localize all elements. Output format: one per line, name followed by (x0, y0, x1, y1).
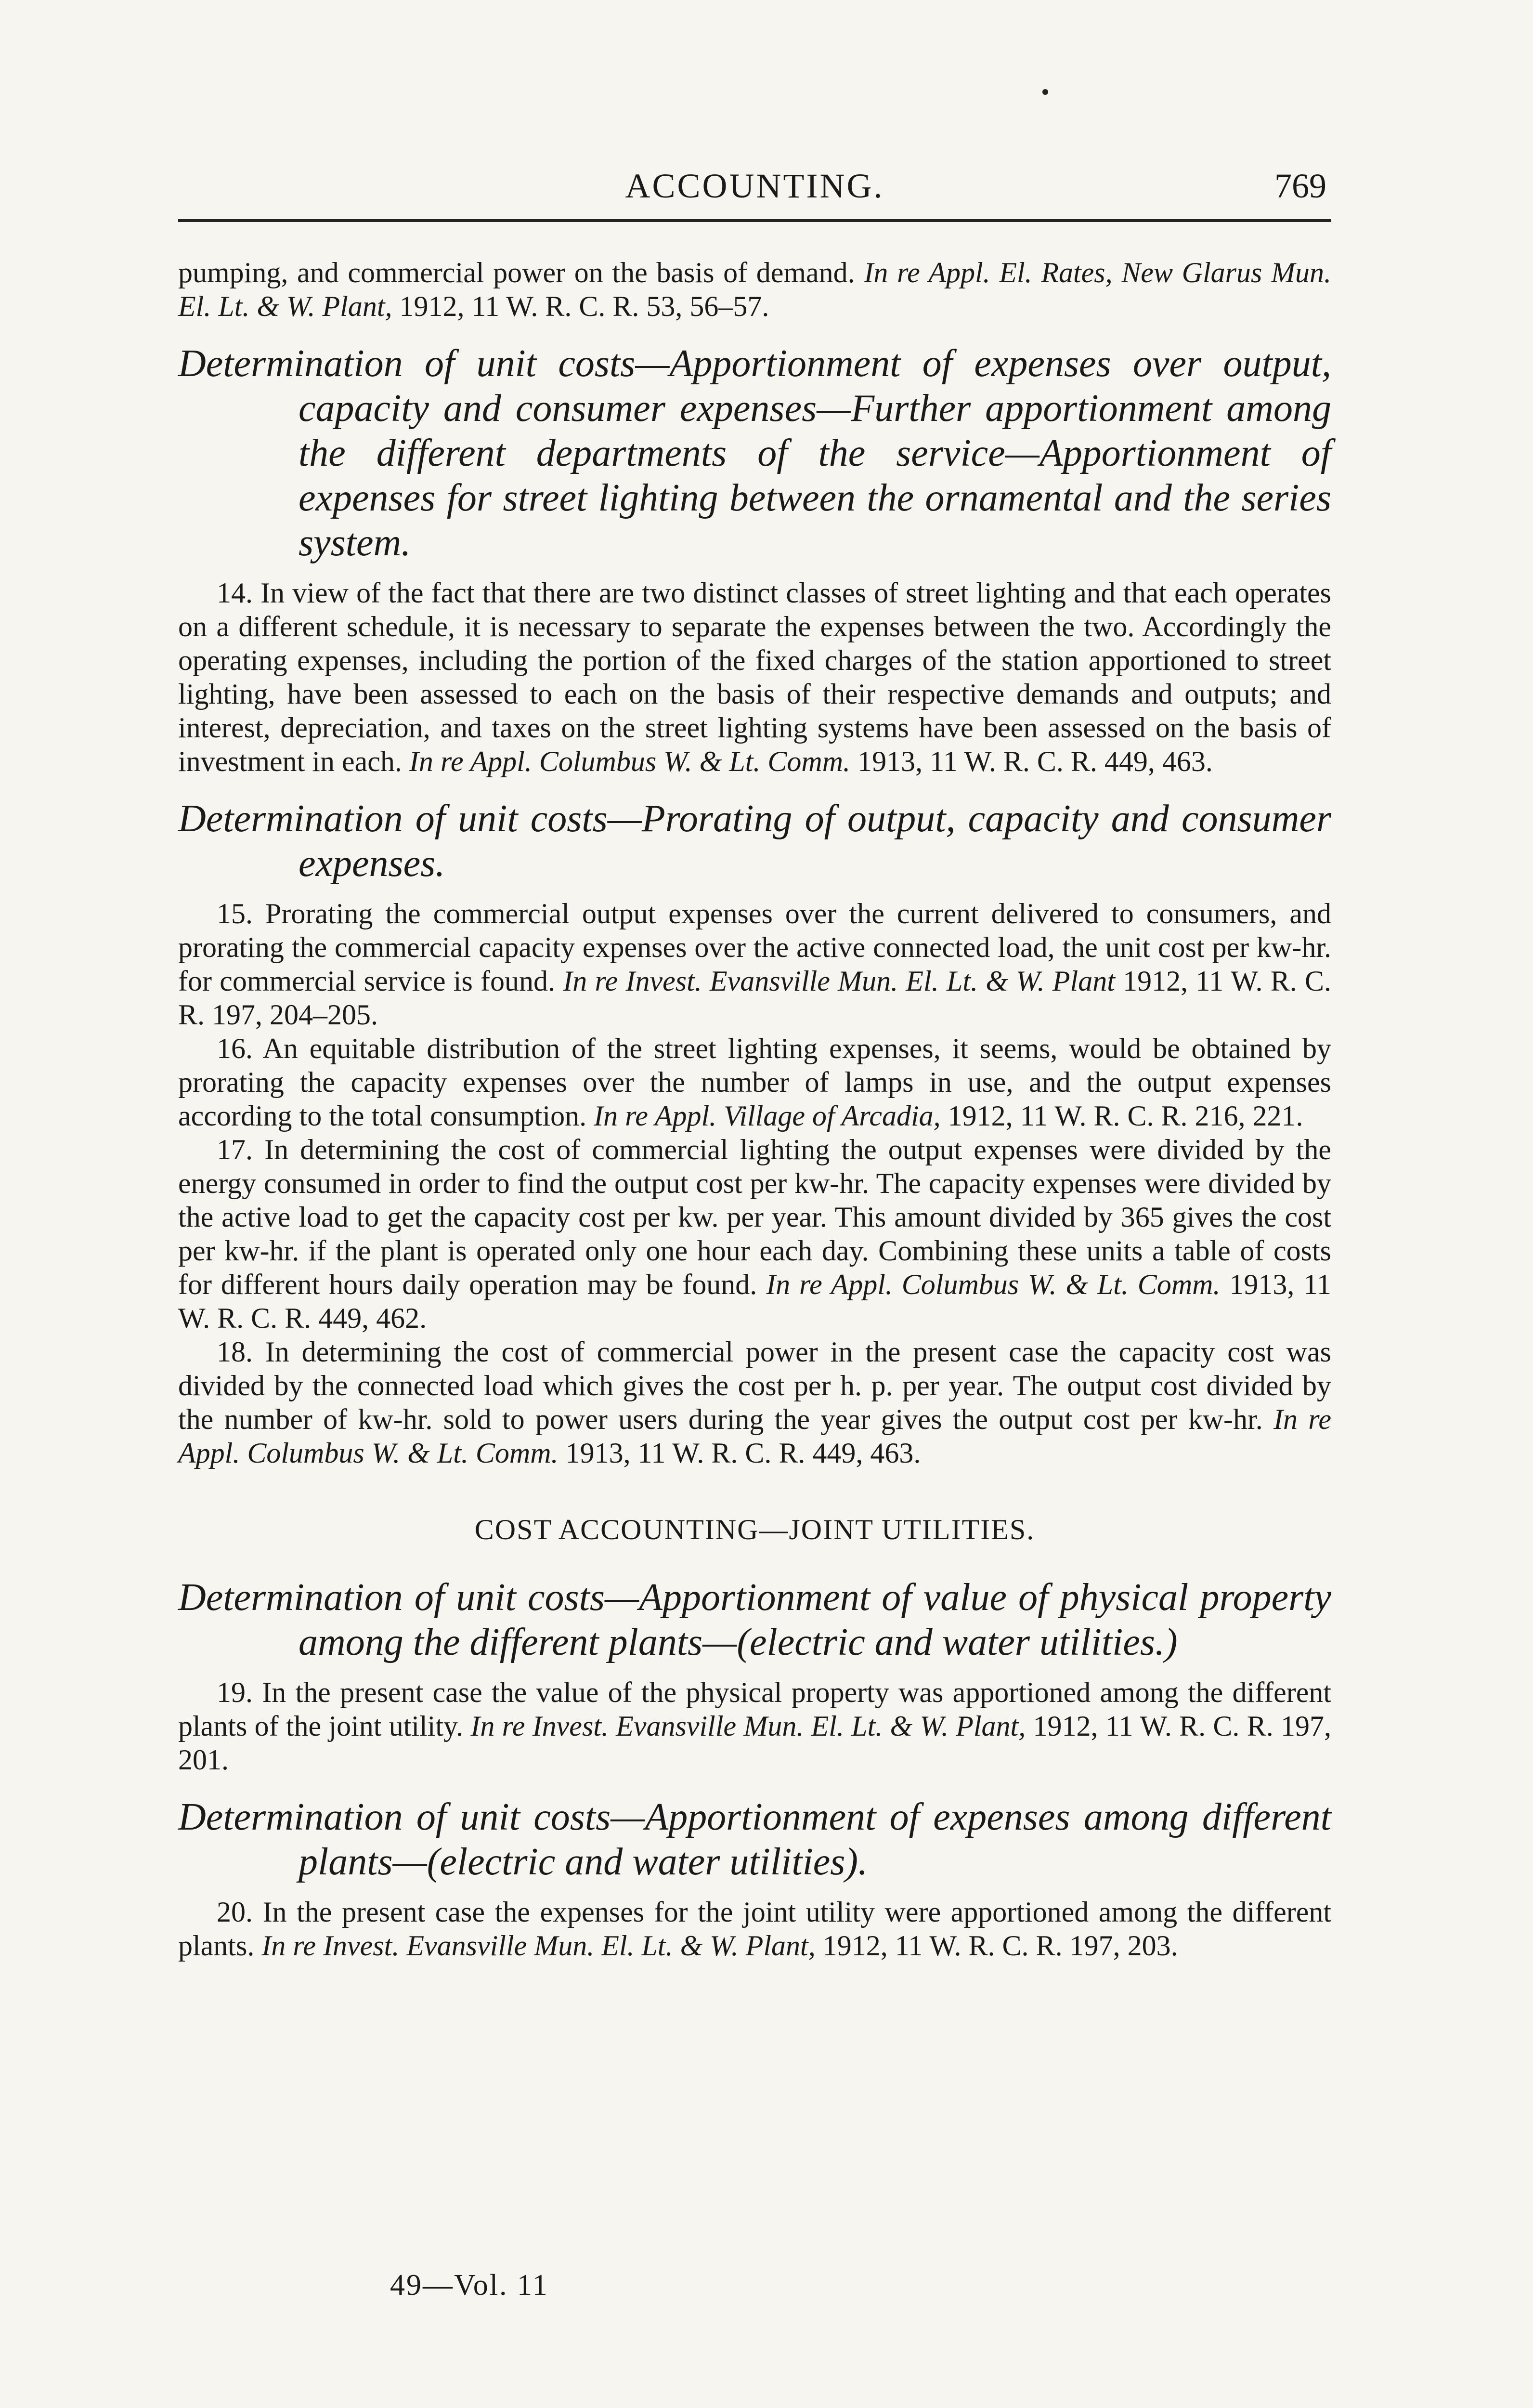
running-title: ACCOUNTING. (625, 167, 884, 205)
paragraph-20: 20. In the present case the expenses for the joint utility were apportioned among the different plants. In re Invest. Evansville Mun. El. Lt. & W. Plant, 1912, 11 W. R. C. R. 197, 203. (178, 1896, 1331, 1962)
paragraph-19: 19. In the present case the value of the physical property was apportioned among the different plants of the joint utility. In re Invest. Evansville Mun. El. Lt. & W. Plant, 1912, 11 W. R. C. R. 197, 201. (178, 1676, 1331, 1776)
headnote-3: Determination of unit costs—Apportionment of value of physical property among the different plants—(electric and water utilities.) (178, 1576, 1331, 1663)
ink-speck (1042, 89, 1048, 95)
paragraph-15: 15. Prorating the commercial output expenses over the current delivered to consumers, and prorating the commercial capacity expenses over the active connected load, the unit cost per kw-hr. for commercial service is found. In re Invest. Evansville Mun. El. Lt. & W. Plant 1912, 11 W. R. C. R. 197, 204–205. (178, 898, 1331, 1031)
headnote-4: Determination of unit costs—Apportionment of expenses among different plants—(electric and water utilities). (178, 1796, 1331, 1883)
paragraph-continued: pumping, and commercial power on the basis of demand. In re Appl. El. Rates, New Glarus Mun. El. Lt. & W. Plant, 1912, 11 W. R. C. R. 53, 56–57. (178, 257, 1331, 322)
paragraph-16: 16. An equitable distribution of the street lighting expenses, it seems, would be obtained by prorating the capacity expenses over the number of lamps in use, and the output expenses according to the total consumption. In re Appl. Village of Arcadia, 1912, 11 W. R. C. R. 216, 221. (178, 1033, 1331, 1132)
signature-mark: 49—Vol. 11 (390, 2269, 549, 2302)
paragraph-17: 17. In determining the cost of commercial lighting the output expenses were divided by the energy consumed in order to find the output cost per kw-hr. The capacity expenses were divided by the active load to get the capacity cost per kw. per year. This amount divided by 365 gives the cost per kw-hr. if the plant is operated only one hour each day. Combining these units a table of costs for different hours daily operation may be found. In re Appl. Columbus W. & Lt. Comm. 1913, 11 W. R. C. R. 449, 462. (178, 1134, 1331, 1334)
paragraph-18: 18. In determining the cost of commercial power in the present case the capacity cost was divided by the connected load which gives the cost per h. p. per year. The output cost divided by the number of kw-hr. sold to power users during the year gives the output cost per kw-hr. In re Appl. Columbus W. & Lt. Comm. 1913, 11 W. R. C. R. 449, 463. (178, 1336, 1331, 1469)
paragraph-14: 14. In view of the fact that there are two distinct classes of street lighting and that each operates on a different schedule, it is necessary to separate the expenses between the two. Accordingly the operating expenses, including the portion of the fixed charges of the station apportioned to street lighting, have been assessed to each on the basis of their respective demands and outputs; and interest, depreciation, and taxes on the street lighting systems have been assessed on the basis of investment in each. In re Appl. Columbus W. & Lt. Comm. 1913, 11 W. R. C. R. 449, 463. (178, 577, 1331, 777)
page-number: 769 (1274, 167, 1326, 205)
section-title: COST ACCOUNTING—JOINT UTILITIES. (474, 1514, 1035, 1545)
page-body (178, 166, 1331, 1963)
headnote-1: Determination of unit costs—Apportionment of expenses over output, capacity and consumer expenses—Further apportionment among the different departments of the service—Apportionment of expenses for street lighting between the ornamental and the series system. (178, 342, 1331, 564)
running-header (178, 166, 1331, 222)
headnote-2: Determination of unit costs—Prorating of output, capacity and consumer expenses. (178, 798, 1331, 885)
